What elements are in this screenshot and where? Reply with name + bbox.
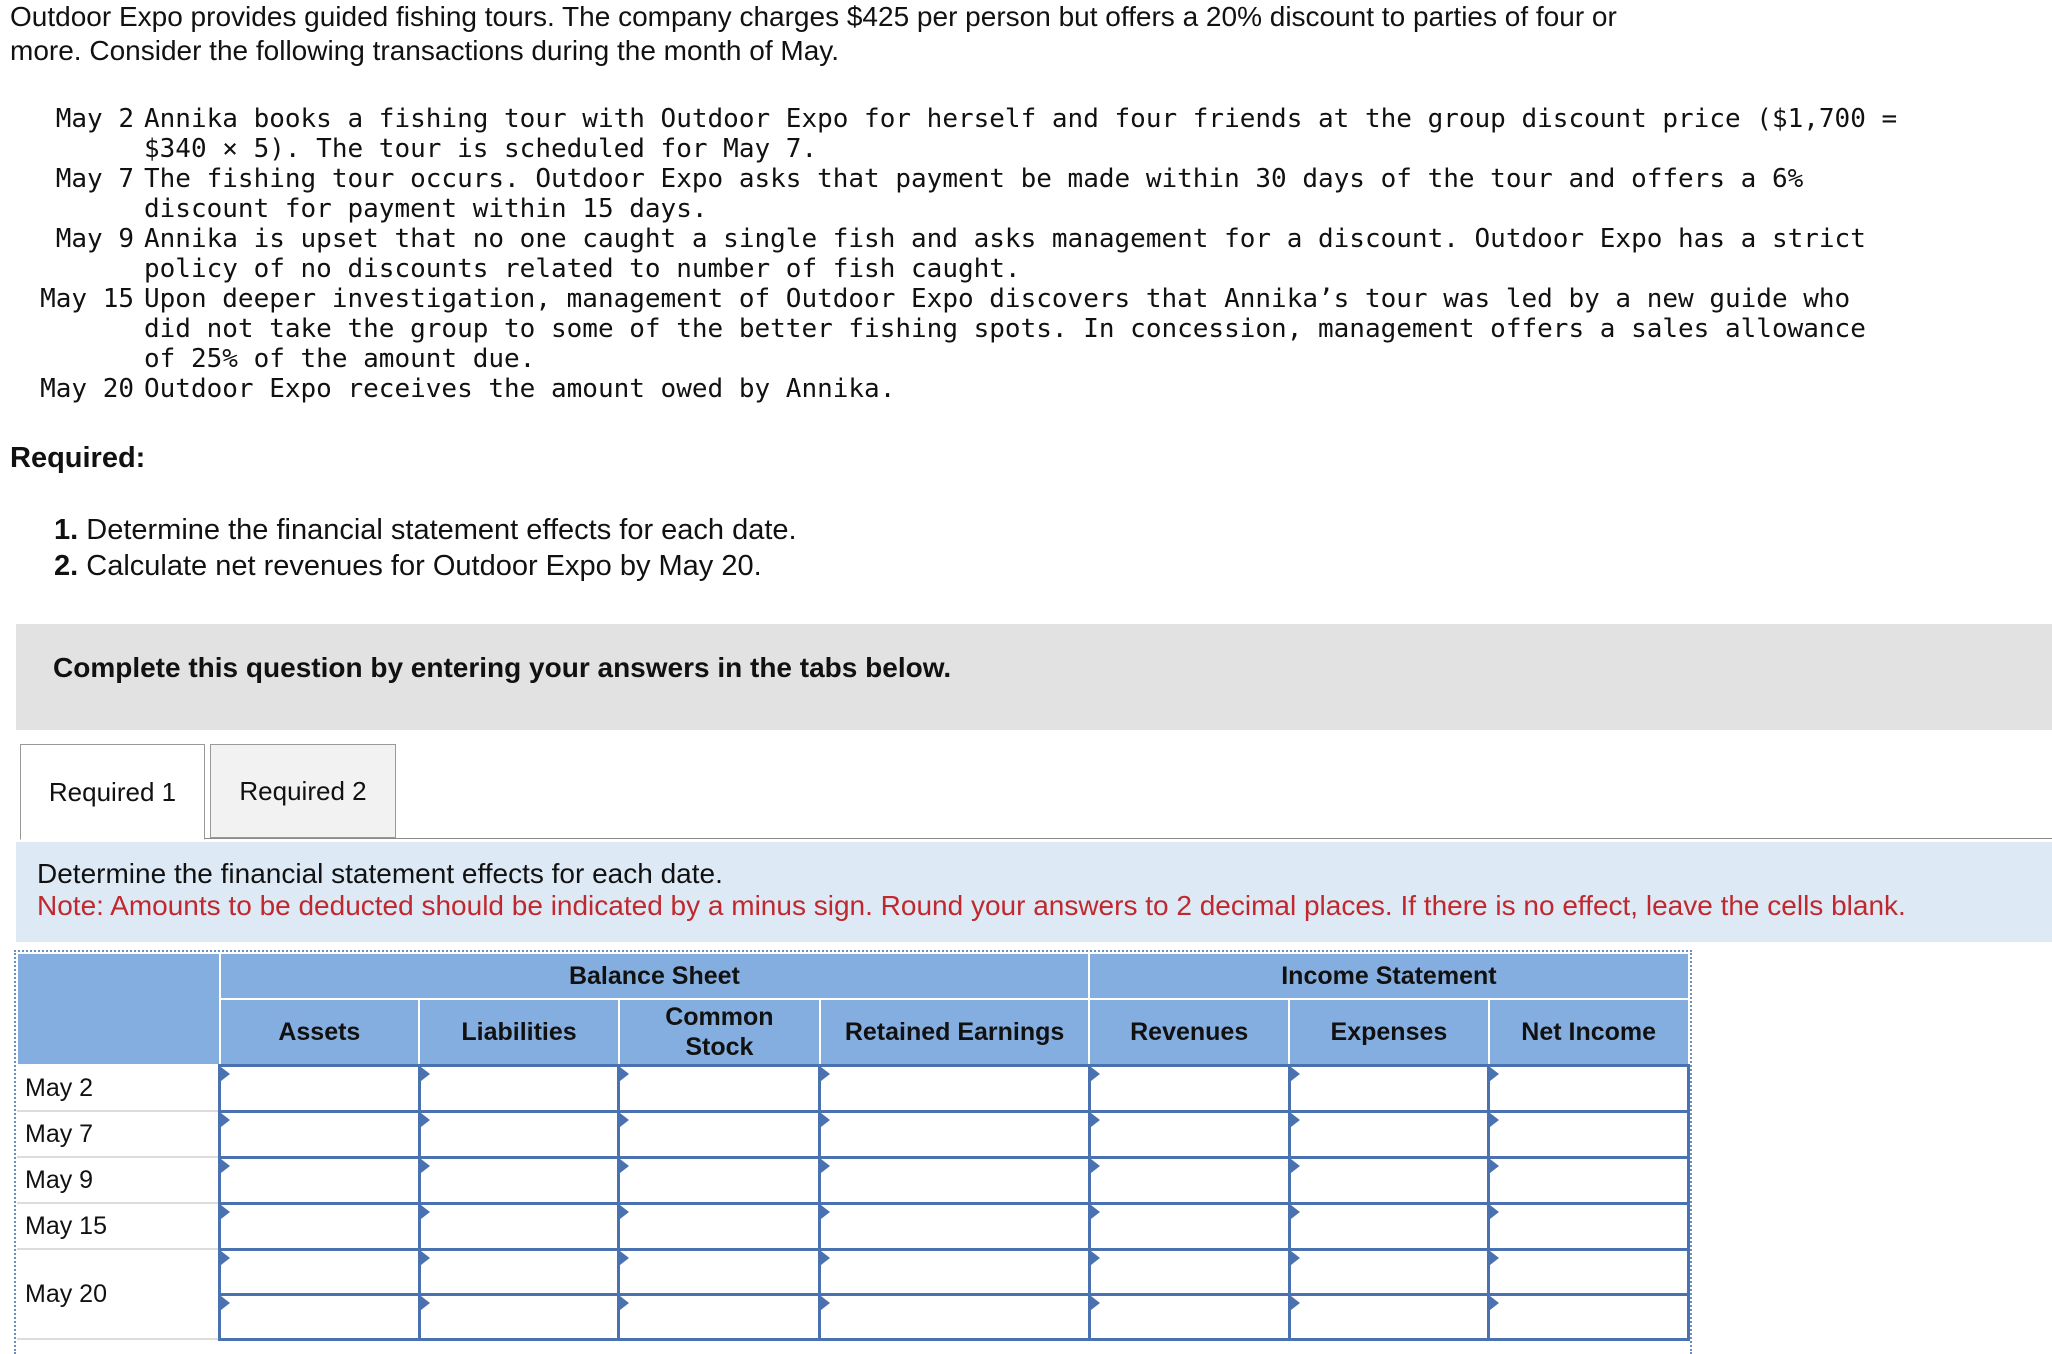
answer-cell: [1489, 1157, 1689, 1203]
cell-marker-icon: [1490, 1251, 1499, 1265]
cell-marker-icon: [1091, 1113, 1100, 1127]
answer-cell: [220, 1111, 420, 1157]
answer-input[interactable]: [421, 1166, 618, 1194]
tab-divider: [20, 838, 2052, 839]
answer-cell: [220, 1294, 420, 1339]
cell-marker-icon: [1291, 1067, 1300, 1081]
required-item-number: 1.: [54, 514, 79, 546]
cell-marker-icon: [221, 1113, 230, 1127]
answer-input[interactable]: [620, 1074, 818, 1102]
table-row: [17, 1111, 1689, 1157]
required-item: [54, 548, 797, 584]
answer-input[interactable]: [1291, 1212, 1488, 1240]
cell-marker-icon: [1490, 1296, 1499, 1310]
answer-cell: [419, 1065, 619, 1111]
transaction-item: [8, 164, 1908, 224]
answer-input[interactable]: [1091, 1166, 1288, 1194]
answer-input[interactable]: [821, 1120, 1087, 1148]
answer-cell: [820, 1249, 1089, 1294]
answer-cell: [619, 1294, 820, 1339]
answer-input[interactable]: [221, 1074, 418, 1102]
required-item-text: Determine the financial statement effects for each date.: [78, 514, 797, 546]
cell-marker-icon: [221, 1251, 230, 1265]
transaction-description: The fishing tour occurs. Outdoor Expo asks that payment be made within 30 days of the tour and offers a 6% discount for payment within 15 days.: [144, 164, 1804, 224]
header-corner: [17, 953, 220, 1065]
answer-input[interactable]: [620, 1166, 818, 1194]
answer-cell: [220, 1065, 420, 1111]
column-header-retained-earnings: Retained Earnings: [820, 999, 1089, 1065]
answer-cell: [220, 1203, 420, 1249]
answer-cell: [1489, 1294, 1689, 1339]
answer-cell: [1289, 1249, 1489, 1294]
answer-input[interactable]: [221, 1166, 418, 1194]
answer-input[interactable]: [1291, 1166, 1488, 1194]
answer-input[interactable]: [421, 1258, 618, 1286]
answer-cell: [1489, 1203, 1689, 1249]
cell-marker-icon: [421, 1159, 430, 1173]
answer-input[interactable]: [620, 1258, 818, 1286]
required-item: [54, 512, 797, 548]
answer-cell: [820, 1294, 1089, 1339]
cell-marker-icon: [1291, 1205, 1300, 1219]
transaction-item: [8, 284, 1908, 374]
transaction-description: Annika is upset that no one caught a single fish and asks management for a discount. Outdoor Expo has a strict policy of no discounts related to number of fish caught.: [144, 224, 1866, 284]
intro-line-1: Outdoor Expo provides guided fishing tours. The company charges $425 per person but offers a 20% discount to parties of four or: [10, 1, 1617, 32]
transaction-date: May 20: [40, 374, 134, 404]
cell-marker-icon: [1490, 1113, 1499, 1127]
answer-input[interactable]: [1291, 1074, 1488, 1102]
row-date-label: May 7: [17, 1111, 220, 1157]
answer-cell: [1289, 1065, 1489, 1111]
table-row: [17, 1157, 1689, 1203]
answer-cell: [619, 1249, 820, 1294]
instruction-banner: [16, 624, 2052, 730]
transaction-description: Upon deeper investigation, management of Outdoor Expo discovers that Annika’s tour was led by a new guide who did not take the group to some of the better fishing spots. In concession, management offers a sales allowance of 25% of the amount due.: [144, 284, 1866, 374]
answer-cell: [1489, 1065, 1689, 1111]
transaction-description: Annika books a fishing tour with Outdoor Expo for herself and four friends at the group discount price ($1,700 = $340 × 5). The tour is scheduled for May 7.: [144, 104, 1898, 164]
transaction-date: May 9: [55, 224, 134, 254]
transaction-item: [8, 104, 1908, 164]
answer-input[interactable]: [821, 1212, 1087, 1240]
answer-input[interactable]: [821, 1258, 1087, 1286]
tab-bar: [20, 744, 2052, 839]
answer-input[interactable]: [221, 1120, 418, 1148]
answer-cell: [220, 1249, 420, 1294]
answer-cell: [820, 1111, 1089, 1157]
cell-marker-icon: [620, 1296, 629, 1310]
column-header-common-stock: Common Stock: [619, 999, 820, 1065]
cell-marker-icon: [821, 1251, 830, 1265]
table-row: [17, 1249, 1689, 1294]
answer-input[interactable]: [221, 1303, 418, 1331]
instruction-text: Determine the financial statement effects for each date.: [37, 858, 723, 889]
cell-marker-icon: [821, 1296, 830, 1310]
answer-cell: [619, 1111, 820, 1157]
answer-cell: [1089, 1111, 1289, 1157]
cell-marker-icon: [620, 1251, 629, 1265]
answer-input[interactable]: [221, 1258, 418, 1286]
row-date-label: May 9: [17, 1157, 220, 1203]
answer-cell: [619, 1065, 820, 1111]
answer-input[interactable]: [421, 1120, 618, 1148]
transaction-date: May 7: [55, 164, 134, 194]
answer-input[interactable]: [421, 1074, 618, 1102]
table-row: [17, 1294, 1689, 1339]
answer-cell: [1089, 1294, 1289, 1339]
cell-marker-icon: [1291, 1296, 1300, 1310]
required-heading: Required:: [10, 442, 146, 474]
question-instructions: [16, 842, 2052, 942]
banner-text: Complete this question by entering your answers in the tabs below.: [53, 652, 952, 683]
answer-cell: [1489, 1249, 1689, 1294]
answer-cell: [1089, 1157, 1289, 1203]
answer-input[interactable]: [1091, 1120, 1288, 1148]
table-row: [17, 1065, 1689, 1111]
answer-cell: [220, 1157, 420, 1203]
answer-input[interactable]: [1490, 1258, 1687, 1286]
answer-cell: [1289, 1294, 1489, 1339]
answer-input[interactable]: [1291, 1120, 1488, 1148]
cell-marker-icon: [221, 1296, 230, 1310]
cell-marker-icon: [821, 1205, 830, 1219]
cell-marker-icon: [620, 1113, 629, 1127]
cell-marker-icon: [1490, 1205, 1499, 1219]
column-header-net-income: Net Income: [1489, 999, 1689, 1065]
tab-required-2[interactable]: Required 2: [210, 744, 396, 838]
cell-marker-icon: [221, 1159, 230, 1173]
cell-marker-icon: [221, 1205, 230, 1219]
cell-marker-icon: [1490, 1067, 1499, 1081]
transaction-description: Outdoor Expo receives the amount owed by Annika.: [144, 374, 896, 404]
answer-input[interactable]: [1490, 1120, 1687, 1148]
required-item-number: 2.: [54, 550, 79, 582]
answer-input[interactable]: [1091, 1303, 1288, 1331]
cell-marker-icon: [620, 1205, 629, 1219]
answer-input[interactable]: [1490, 1074, 1687, 1102]
transaction-date: May 2: [55, 104, 134, 134]
column-header-assets: Assets: [220, 999, 420, 1065]
cell-marker-icon: [421, 1251, 430, 1265]
cell-marker-icon: [821, 1113, 830, 1127]
answer-cell: [820, 1203, 1089, 1249]
answer-input[interactable]: [1091, 1258, 1288, 1286]
answer-input[interactable]: [821, 1166, 1087, 1194]
answer-input[interactable]: [1490, 1303, 1687, 1331]
instruction-note: Note: Amounts to be deducted should be indicated by a minus sign. Round your answers to 2 decimal places. If there is no effect, leave the cells blank.: [37, 890, 1906, 921]
answer-cell: [419, 1249, 619, 1294]
cell-marker-icon: [421, 1296, 430, 1310]
required-item-text: Calculate net revenues for Outdoor Expo by May 20.: [78, 550, 762, 582]
cell-marker-icon: [1291, 1159, 1300, 1173]
answer-cell: [1289, 1111, 1489, 1157]
row-date-label: May 15: [17, 1203, 220, 1249]
transaction-date: May 15: [40, 284, 134, 314]
answer-cell: [419, 1157, 619, 1203]
cell-marker-icon: [1091, 1067, 1100, 1081]
answer-cell: [619, 1157, 820, 1203]
cell-marker-icon: [1091, 1251, 1100, 1265]
cell-marker-icon: [421, 1205, 430, 1219]
answer-input[interactable]: [1091, 1212, 1288, 1240]
cell-marker-icon: [1091, 1296, 1100, 1310]
answer-cell: [419, 1111, 619, 1157]
transaction-item: [8, 224, 1908, 284]
transaction-item: [8, 374, 1908, 404]
answer-cell: [820, 1157, 1089, 1203]
column-header-liabilities: Liabilities: [419, 999, 619, 1065]
cell-marker-icon: [421, 1113, 430, 1127]
tab-required-1[interactable]: Required 1: [20, 744, 205, 840]
cell-marker-icon: [1291, 1113, 1300, 1127]
answer-input[interactable]: [821, 1303, 1087, 1331]
answer-input[interactable]: [221, 1212, 418, 1240]
answer-input[interactable]: [821, 1074, 1087, 1102]
intro-line-2: more. Consider the following transactions during the month of May.: [10, 35, 840, 66]
cell-marker-icon: [1091, 1205, 1100, 1219]
answer-cell: [1489, 1111, 1689, 1157]
answer-input[interactable]: [421, 1212, 618, 1240]
answer-cell: [1289, 1203, 1489, 1249]
cell-marker-icon: [421, 1067, 430, 1081]
answer-input[interactable]: [1291, 1258, 1488, 1286]
answer-input[interactable]: [620, 1212, 818, 1240]
financial-effects-table: [16, 952, 1690, 1341]
group-header-income-statement: Income Statement: [1089, 953, 1688, 999]
answer-cell: [1089, 1203, 1289, 1249]
table-row: [17, 1203, 1689, 1249]
row-date-label: May 2: [17, 1065, 220, 1111]
answer-cell: [419, 1294, 619, 1339]
cell-marker-icon: [1490, 1159, 1499, 1173]
answer-cell: [820, 1065, 1089, 1111]
answer-input[interactable]: [421, 1303, 618, 1331]
answer-input[interactable]: [620, 1303, 818, 1331]
cell-marker-icon: [620, 1067, 629, 1081]
answer-cell: [1289, 1157, 1489, 1203]
answer-input[interactable]: [620, 1120, 818, 1148]
group-header-balance-sheet: Balance Sheet: [220, 953, 1090, 999]
answer-cell: [419, 1203, 619, 1249]
required-list: [54, 512, 797, 584]
answer-input[interactable]: [1490, 1166, 1687, 1194]
cell-marker-icon: [1091, 1159, 1100, 1173]
answer-input[interactable]: [1490, 1212, 1687, 1240]
cell-marker-icon: [821, 1067, 830, 1081]
answer-input[interactable]: [1091, 1074, 1288, 1102]
answer-cell: [1089, 1249, 1289, 1294]
answer-cell: [1089, 1065, 1289, 1111]
row-date-label: May 20: [17, 1249, 220, 1339]
column-header-revenues: Revenues: [1089, 999, 1289, 1065]
cell-marker-icon: [620, 1159, 629, 1173]
cell-marker-icon: [221, 1067, 230, 1081]
cell-marker-icon: [1291, 1251, 1300, 1265]
intro-text: [10, 0, 1910, 68]
answer-grid: [14, 950, 1692, 1354]
answer-cell: [619, 1203, 820, 1249]
column-header-expenses: Expenses: [1289, 999, 1489, 1065]
transaction-list: [8, 104, 1908, 404]
cell-marker-icon: [821, 1159, 830, 1173]
answer-input[interactable]: [1291, 1303, 1488, 1331]
